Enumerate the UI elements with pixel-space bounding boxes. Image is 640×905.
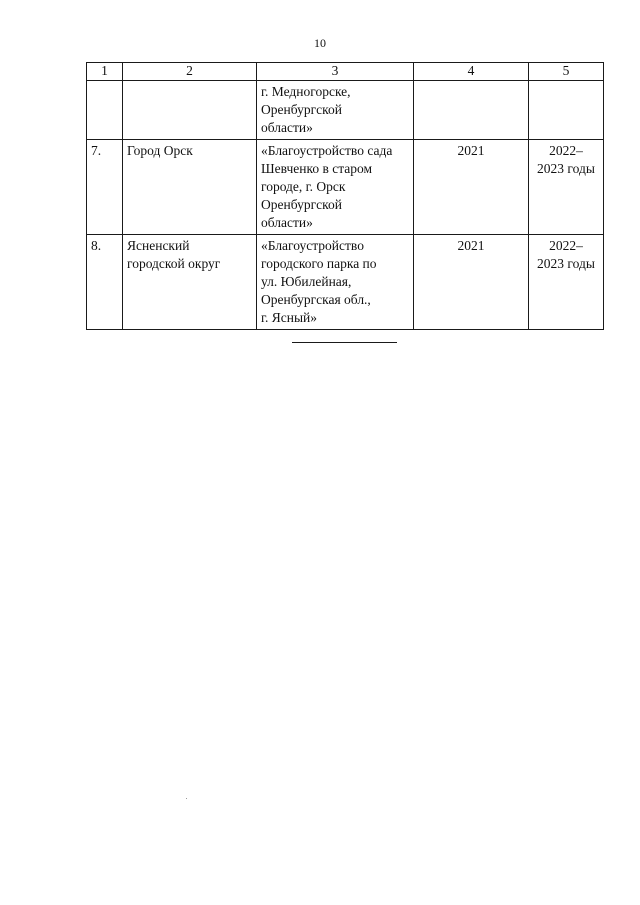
table-header-row xyxy=(87,63,604,81)
column-header-2: 2 xyxy=(123,63,257,81)
end-of-document-rule xyxy=(292,342,397,343)
project-line: городе, г. Орск xyxy=(261,179,346,194)
project-line: городского парка по xyxy=(261,256,377,271)
year-cell: 2021 xyxy=(414,235,529,330)
period-line: 2022– xyxy=(549,143,583,158)
project-cell xyxy=(257,235,414,330)
table-row xyxy=(87,140,604,235)
project-line: Оренбургской xyxy=(261,102,342,117)
row-number: 8. xyxy=(87,235,123,330)
period-cell xyxy=(529,235,604,330)
period-line: 2023 годы xyxy=(537,161,595,176)
period-line: 2023 годы xyxy=(537,256,595,271)
municipality-cell xyxy=(123,81,257,140)
project-line: ул. Юбилейная, xyxy=(261,274,352,289)
project-line: Оренбургская обл., xyxy=(261,292,371,307)
column-header-5: 5 xyxy=(529,63,604,81)
project-cell xyxy=(257,140,414,235)
page-number: 10 xyxy=(314,36,326,50)
row-number: 7. xyxy=(87,140,123,235)
project-line: области» xyxy=(261,120,313,135)
column-header-1: 1 xyxy=(87,63,123,81)
year-cell xyxy=(414,81,529,140)
period-line: 2022– xyxy=(549,238,583,253)
scan-speck xyxy=(186,798,187,799)
column-header-3: 3 xyxy=(257,63,414,81)
table-row xyxy=(87,81,604,140)
municipality-line: городской округ xyxy=(127,256,221,271)
table-row xyxy=(87,235,604,330)
document-table xyxy=(86,62,604,330)
period-cell xyxy=(529,140,604,235)
project-cell xyxy=(257,81,414,140)
project-line: «Благоустройство xyxy=(261,238,364,253)
municipality-line: Ясненский xyxy=(127,238,190,253)
project-line: «Благоустройство сада xyxy=(261,143,393,158)
municipality-cell xyxy=(123,235,257,330)
project-line: Оренбургской xyxy=(261,197,342,212)
project-line: г. Ясный» xyxy=(261,310,318,325)
project-line: Шевченко в старом xyxy=(261,161,373,176)
period-cell xyxy=(529,81,604,140)
column-header-4: 4 xyxy=(414,63,529,81)
year-cell: 2021 xyxy=(414,140,529,235)
municipality-cell xyxy=(123,140,257,235)
project-line: г. Медногорске, xyxy=(261,84,351,99)
project-line: области» xyxy=(261,215,313,230)
municipality-line: Город Орск xyxy=(127,143,193,158)
row-number xyxy=(87,81,123,140)
